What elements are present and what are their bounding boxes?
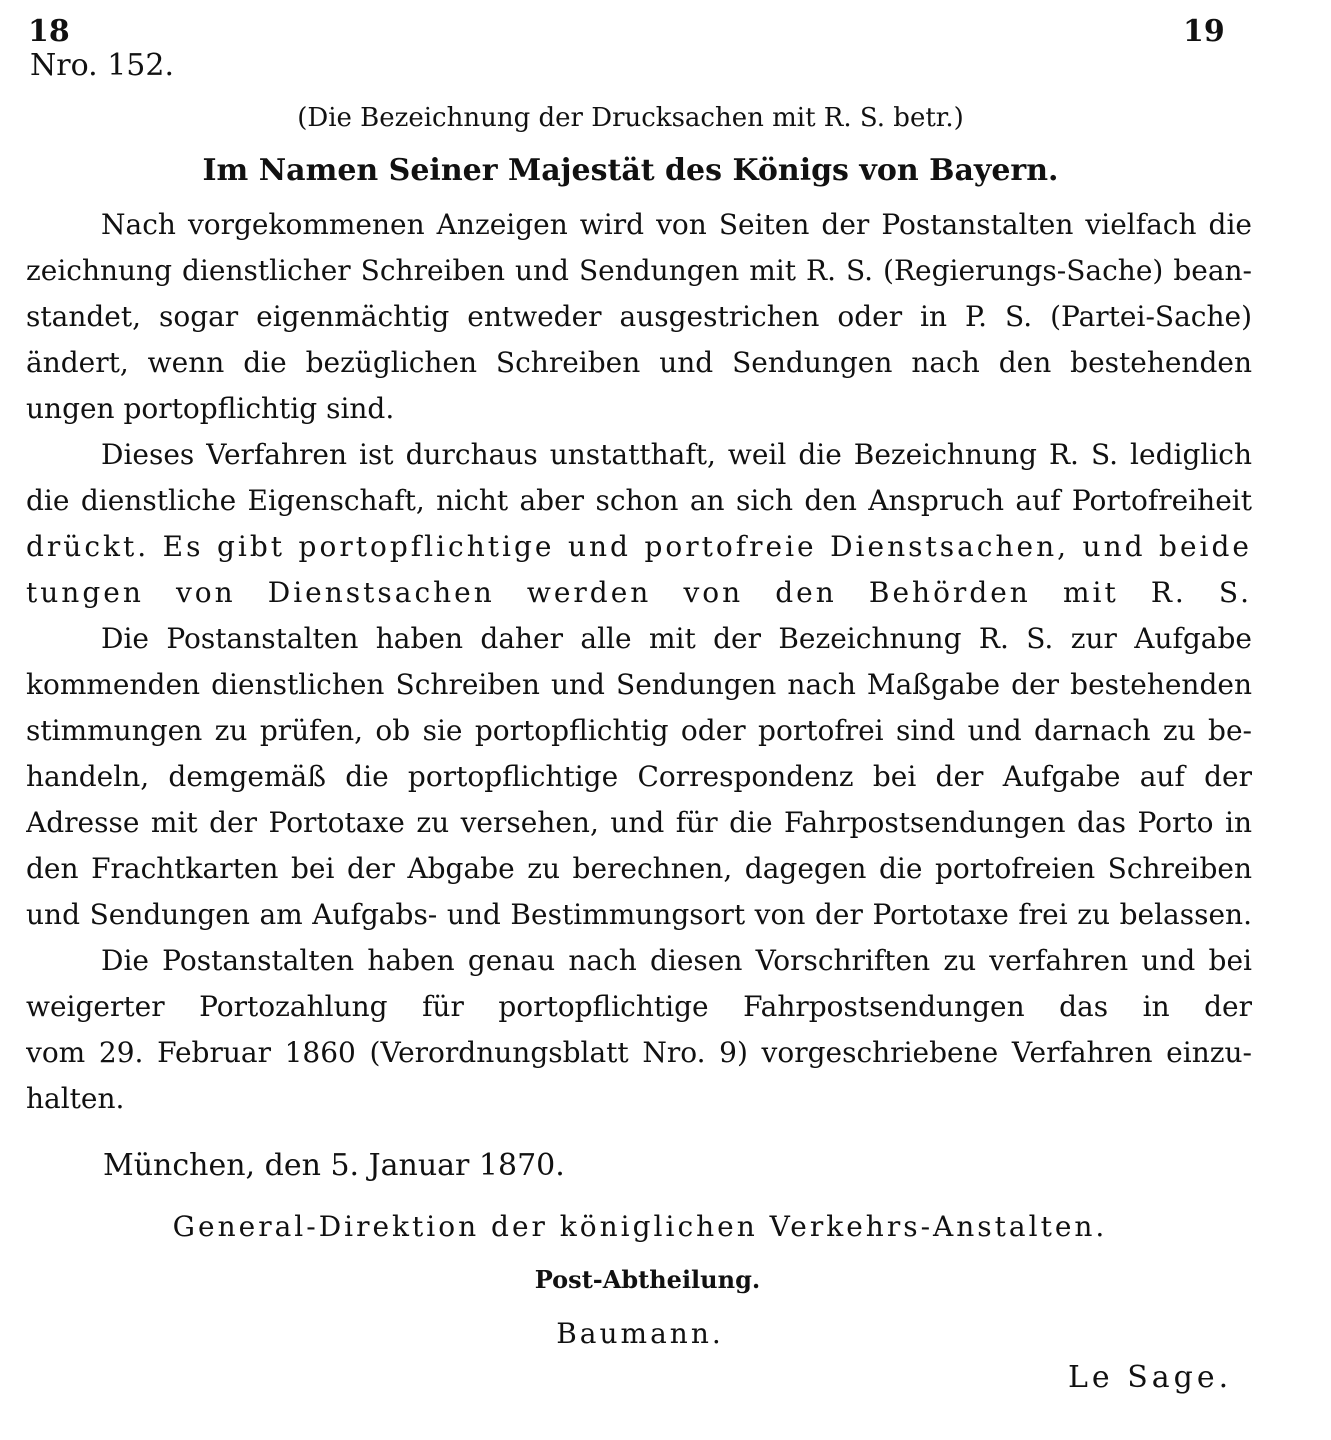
body-line: weigerter Portozahlung für portopflichtige Fahrpostsendungen das in der bbox=[26, 990, 1252, 1023]
body-line: die dienstliche Eigenschaft, nicht aber schon an sich den Anspruch auf Portofreiheit bbox=[26, 484, 1252, 517]
signature-le-sage: Le Sage. bbox=[1068, 1360, 1233, 1395]
body-line: Die Postanstalten haben daher alle mit der Bezeichnung R. S. zur Aufgabe bbox=[101, 622, 1252, 655]
body-line: vom 29. Februar 1860 (Verordnungsblatt Nro. 9) vorgeschriebene Verfahren einzu- bbox=[26, 1036, 1252, 1069]
body-line: drückt. Es gibt portopflichtige und portofreie Dienstsachen, und beide bbox=[26, 530, 1252, 563]
date-line: München, den 5. Januar 1870. bbox=[103, 1148, 565, 1183]
page-number-right: 19 bbox=[1183, 14, 1225, 49]
body-text bbox=[26, 202, 1252, 1122]
body-line: Adresse mit der Portotaxe zu versehen, und für die Fahrpostsendungen das Porto in bbox=[26, 806, 1252, 839]
body-line: halten. bbox=[26, 1082, 125, 1115]
body-line: tungen von Dienstsachen werden von den Behörden mit R. S. bbox=[26, 576, 1252, 609]
body-line: kommenden dienstlichen Schreiben und Sendungen nach Maßgabe der bestehenden bbox=[26, 668, 1252, 701]
body-line: Die Postanstalten haben genau nach diesen Vorschriften zu verfahren und bei bbox=[101, 944, 1252, 977]
body-line: stimmungen zu prüfen, ob sie portopflichtig oder portofrei sind und darnach zu be- bbox=[26, 714, 1252, 747]
body-line: Nach vorgekommenen Anzeigen wird von Seiten der Postanstalten vielfach die bbox=[101, 208, 1252, 241]
document-subtitle: (Die Bezeichnung der Drucksachen mit R. S. betr.) bbox=[297, 103, 964, 133]
department-name: Post-Abtheilung. bbox=[534, 1265, 761, 1294]
document-heading: Im Namen Seiner Majestät des Königs von Bayern. bbox=[202, 153, 1059, 188]
body-line: den Frachtkarten bei der Abgabe zu berechnen, dagegen die portofreien Schreiben bbox=[26, 852, 1252, 885]
signature-baumann: Baumann. bbox=[556, 1317, 724, 1350]
decree-number: Nro. 152. bbox=[30, 48, 174, 83]
body-line: zeichnung dienstlicher Schreiben und Sendungen mit R. S. (Regierungs-Sache) bean- bbox=[26, 254, 1252, 287]
body-line: Dieses Verfahren ist durchaus unstatthaft, weil die Bezeichnung R. S. lediglich bbox=[101, 438, 1252, 471]
body-line: ändert, wenn die bezüglichen Schreiben und Sendungen nach den bestehenden bbox=[26, 346, 1252, 379]
issuing-authority: General-Direktion der königlichen Verkehrs-Anstalten. bbox=[172, 1210, 1108, 1243]
body-line: standet, sogar eigenmächtig entweder ausgestrichen oder in P. S. (Partei-Sache) bbox=[26, 300, 1252, 333]
body-line: ungen portopflichtig sind. bbox=[26, 392, 395, 425]
page-number-left: 18 bbox=[28, 14, 70, 49]
body-line: und Sendungen am Aufgabs- und Bestimmungsort von der Portotaxe frei zu belassen. bbox=[26, 898, 1252, 931]
body-line: handeln, demgemäß die portopflichtige Correspondenz bei der Aufgabe auf der bbox=[26, 760, 1252, 793]
